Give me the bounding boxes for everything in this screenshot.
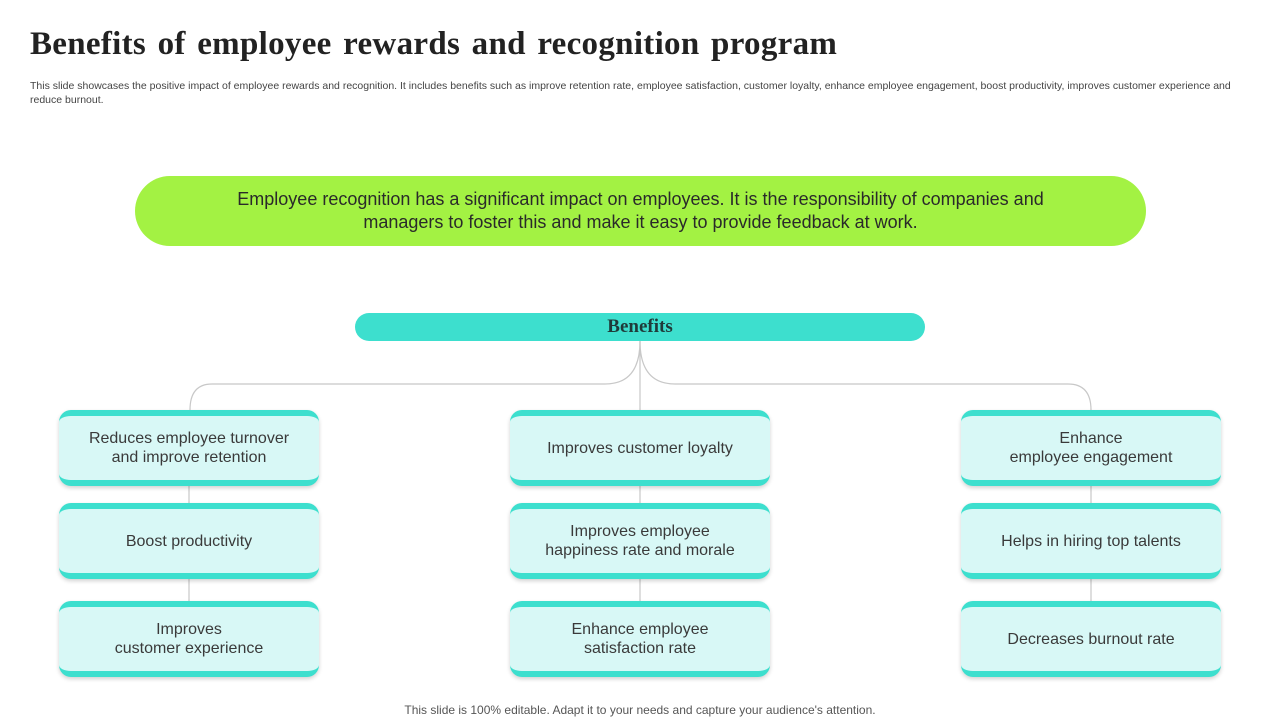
- slide-footer: This slide is 100% editable. Adapt it to your needs and capture your audience's attention.: [404, 703, 876, 717]
- benefit-text: Boost productivity: [125, 532, 253, 550]
- benefit-text: Decreases burnout rate: [1007, 630, 1175, 648]
- connector-right: [640, 341, 1091, 410]
- key-message-text: Employee recognition has a significant impact on employees. It is the responsibility of companies and managers to foster this and make it easy to provide feedback at work.: [237, 189, 1044, 232]
- slide-subtitle: This slide showcases the positive impact of employee rewards and recognition. It includes benefits such as improve retention rate, employee satisfaction, customer loyalty, enhance employee engagement, boost productivity, improves customer experience and reduce burnout.: [30, 80, 1231, 106]
- benefit-text: Improves customer experience: [114, 621, 264, 657]
- benefit-card: [961, 601, 1221, 677]
- benefit-text: Helps in hiring top talents: [1001, 532, 1181, 550]
- benefit-text: Improves employee happiness rate and morale: [545, 523, 735, 559]
- benefit-card: [59, 503, 319, 579]
- slide-title: Benefits of employee rewards and recognition program: [30, 26, 838, 62]
- benefits-hub: [355, 313, 925, 341]
- benefit-text: Improves customer loyalty: [547, 439, 733, 457]
- benefit-text: Enhance employee satisfaction rate: [571, 621, 709, 657]
- benefits-hub-label: Benefits: [607, 316, 673, 337]
- benefit-text: Enhance employee engagement: [1009, 430, 1173, 466]
- connector-left: [190, 341, 640, 410]
- benefit-card: [961, 410, 1221, 486]
- benefit-card: [59, 601, 319, 677]
- benefit-card: [510, 503, 770, 579]
- benefit-card: [961, 503, 1221, 579]
- benefit-card: [59, 410, 319, 486]
- benefit-card: [510, 410, 770, 486]
- benefit-text: Reduces employee turnover and improve retention: [88, 430, 290, 466]
- benefit-card: [510, 601, 770, 677]
